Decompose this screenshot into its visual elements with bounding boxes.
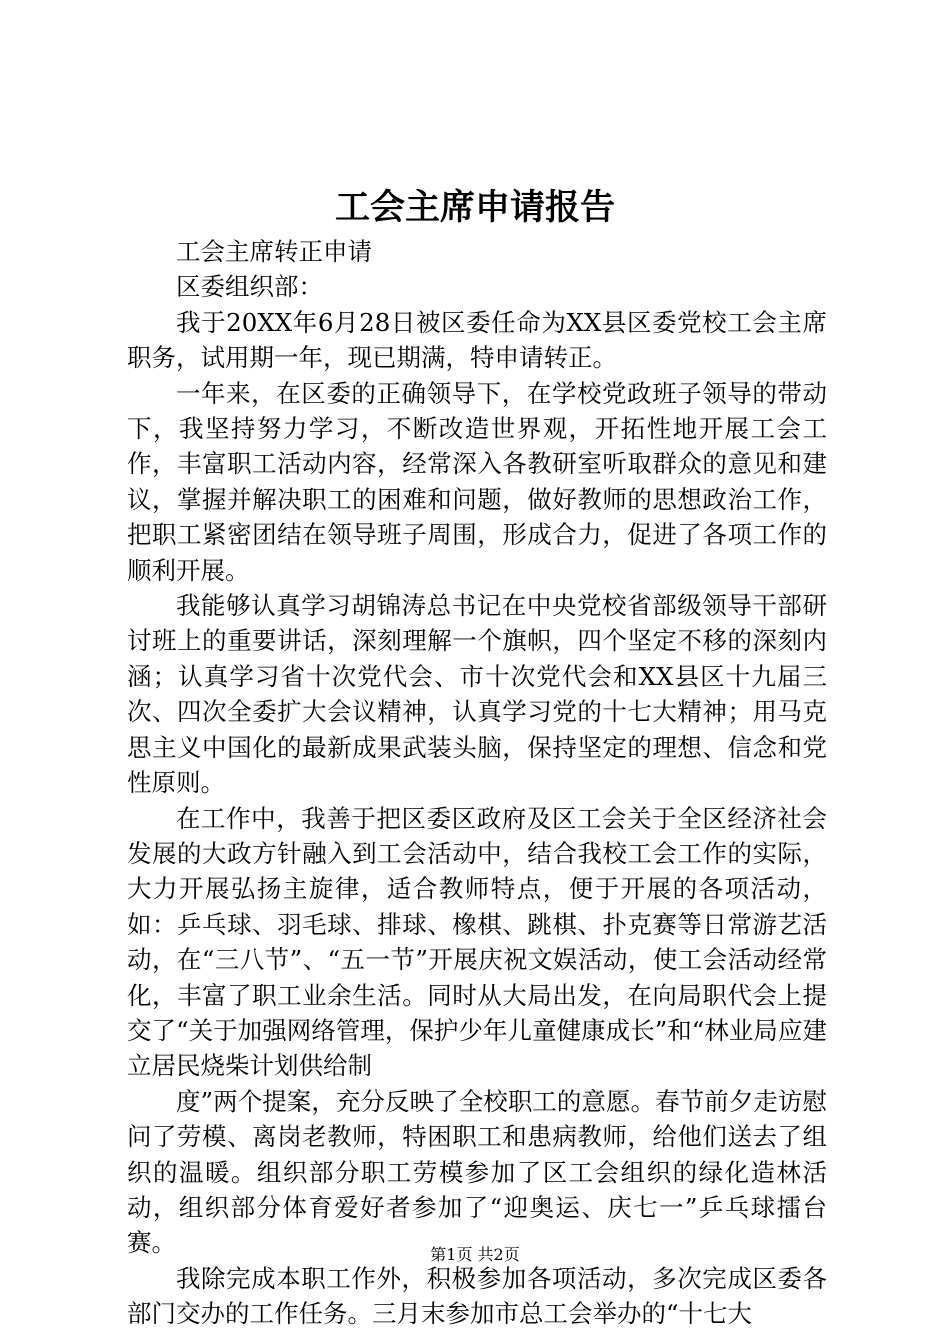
page-number-footer: 第1页 共2页 — [430, 1245, 520, 1264]
paragraph-salutation: 区委组织部： — [176, 272, 323, 302]
paragraph: 在工作中，我善于把区委区政府及区工会关于全区经济社会发展的大政方针融入到工会活动中，结合我校工会工作的实际，大力开展弘扬主旋律，适合教师特点，便于开展的各项活动，如：乒乓球、羽毛球、排球、橡棋、跳棋、扑克赛等日常游艺活动，在“三八节”、“五一节”开展庆祝文娱活动，使工会活动经常化，丰富了职工业余生活。同时从大局出发，在向局职代会上提交了“关于加强网络管理，保护少年儿童健康成长”和“林业局应建立居民烧柴计划供给制 — [127, 803, 827, 1081]
paragraph: 一年来，在区委的正确领导下，在学校党政班子领导的带动下，我坚持努力学习，不断改造世界观，开拓性地开展工会工作，丰富职工活动内容，经常深入各教研室听取群众的意见和建议，掌握并解决职工的困难和问题，做好教师的思想政治工作，把职工紧密团结在领导班子周围，形成合力，促进了各项工作的顺利开展。 — [127, 378, 827, 585]
paragraph: 度”两个提案，充分反映了全校职工的意愿。春节前夕走访慰问了劳模、离岗老教师，特困职工和患病教师，给他们送去了组织的温暖。组织部分职工劳模参加了区工会组织的绿化造林活动，组织部分体育爱好者参加了“迎奥运、庆七一”乒乓球擂台赛。 — [127, 1086, 827, 1258]
paragraph: 我于20XX年6月28日被区委任命为XX县区委党校工会主席职务，试用期一年，现已期满，特申请转正。 — [127, 307, 827, 373]
document-body — [127, 234, 827, 1332]
paragraph: 我能够认真学习胡锦涛总书记在中央党校省部级领导干部研讨班上的重要讲话，深刻理解一个旗帜，四个坚定不移的深刻内涵；认真学习省十次党代会、市十次党代会和XX县区十九届三次、四次全委扩大会议精神，认真学习党的十七大精神；用马克思主义中国化的最新成果武装头脑，保持坚定的理想、信念和党性原则。 — [127, 591, 827, 798]
document-title: 工会主席申请报告 — [334, 187, 615, 228]
paragraph-subtitle: 工会主席转正申请 — [176, 237, 372, 266]
paragraph: 我除完成本职工作外，积极参加各项活动，多次完成区委各部门交办的工作任务。三月末参加市总工会举办的“十七大 — [127, 1263, 827, 1329]
